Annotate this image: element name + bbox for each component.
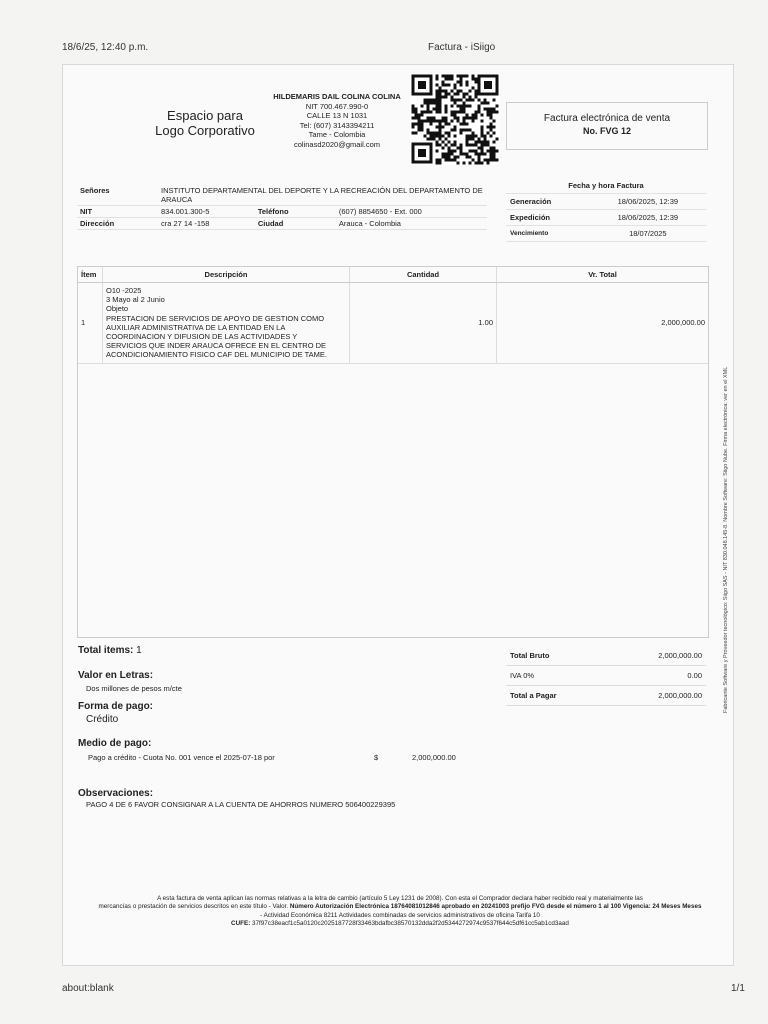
row-description xyxy=(103,283,350,364)
payment-method-value: Pago a crédito - Cuota No. 001 vence el 2025-07-18 por xyxy=(88,753,275,762)
client-phone: (607) 8854650 - Ext. 000 xyxy=(336,206,487,218)
items-table-container xyxy=(77,266,709,638)
client-city: Arauca - Colombia xyxy=(336,218,487,230)
client-label-senores: Señores xyxy=(77,185,158,206)
col-header-description: Descripción xyxy=(103,267,350,283)
row-total: 2,000,000.00 xyxy=(497,283,709,364)
desc-line: COORDINACION Y DIFUSION DE LAS ACTIVIDADES Y xyxy=(106,332,298,342)
total-items xyxy=(78,645,142,656)
client-label-nit: NIT xyxy=(77,206,158,218)
desc-line: SERVICIOS QUE INDER ARAUCA OFRECE EN EL CENTRO DE xyxy=(106,341,327,351)
col-header-item: Ítem xyxy=(78,267,103,283)
footer-authorization: Número Autorización Electrónica 18764081012846 aprobado en 20241003 prefijo FVG desde el número 1 al 100 Vigencia: 24 Meses Meses xyxy=(289,903,702,911)
footer-line-2a: mercancías o prestación de servicios descritos en este título - Valor. xyxy=(98,903,290,911)
observations-value: PAGO 4 DE 6 FAVOR CONSIGNAR A LA CUENTA DE AHORROS NUMERO 506400229395 xyxy=(86,800,396,809)
client-address: cra 27 14 -158 xyxy=(158,218,255,230)
desc-line: PRESTACION DE SERVICIOS DE APOYO DE GESTION COMO xyxy=(106,313,325,323)
client-info-table xyxy=(77,185,487,230)
issuer-city: Tame - Colombia xyxy=(308,130,366,139)
issuer-name: HILDEMARIS DAIL COLINA COLINA xyxy=(273,92,401,101)
side-note-text: Fabricante Software y Proveedor tecnológico: Siigo SAS - NIT 830.048.145-8. Nombre Software: Siigo Nube. Firma electrónica: ver en el XML xyxy=(723,366,729,713)
client-label-address: Dirección xyxy=(77,218,158,230)
payment-form-value: Crédito xyxy=(86,714,119,725)
dates-table xyxy=(506,178,706,242)
date-label-generation: Generación xyxy=(506,194,590,210)
payment-method-label: Medio de pago: xyxy=(78,738,152,749)
observations-label: Observaciones: xyxy=(78,788,154,799)
total-items-value: 1 xyxy=(136,645,142,656)
desc-line: ACONDICIONAMIENTO FISICO CAF DEL MUNICIPIO DE TAME. xyxy=(106,350,327,360)
desc-line: AUXILIAR ADMINISTRATIVA DE LA ENTIDAD EN LA xyxy=(106,322,286,332)
invoice-title: Factura electrónica de venta xyxy=(543,113,671,124)
client-name: INSTITUTO DEPARTAMENTAL DEL DEPORTE Y LA RECREACIÓN DEL DEPARTAMENTO DE ARAUCA xyxy=(158,185,487,206)
table-row xyxy=(78,283,708,364)
desc-line: Objeto xyxy=(106,304,129,314)
side-note xyxy=(716,300,736,720)
qr-code xyxy=(410,73,500,165)
issuer-nit: NIT 700.467.990-0 xyxy=(305,101,369,111)
date-expedition: 18/06/2025, 12:39 xyxy=(590,210,706,226)
date-due: 18/07/2025 xyxy=(590,226,706,242)
desc-line: O10 -2025 xyxy=(106,286,142,295)
client-label-phone: Teléfono xyxy=(255,206,336,218)
dates-header: Fecha y hora Factura xyxy=(506,178,706,194)
col-header-total: Vr. Total xyxy=(497,267,709,283)
payment-form-label: Forma de pago: xyxy=(78,701,154,712)
client-nit: 834.001.300-5 xyxy=(158,206,255,218)
letters-value: Dos millones de pesos m/cte xyxy=(86,684,182,693)
logo-line-2: Logo Corporativo xyxy=(155,123,255,138)
client-label-city: Ciudad xyxy=(255,218,336,230)
logo-placeholder xyxy=(140,108,270,138)
invoice-title-box xyxy=(506,102,708,150)
print-datetime: 18/6/25, 12:40 p.m. xyxy=(62,42,149,53)
invoice-number: No. FVG 12 xyxy=(582,126,631,136)
total-bruto-value: 2,000,000.00 xyxy=(609,646,706,666)
issuer-address: CALLE 13 N 1031 xyxy=(306,111,368,120)
letters-label: Valor en Letras: xyxy=(78,670,154,681)
footer-line-3: - Actividad Económica 8211 Actividades combinadas de servicios administrativos de oficina Tarifa 10 xyxy=(260,911,540,919)
col-header-quantity: Cantidad xyxy=(350,267,497,283)
totals-table xyxy=(506,646,706,706)
logo-line-1: Espacio para xyxy=(167,108,243,123)
iva-value: 0.00 xyxy=(609,666,706,686)
total-pagar-label: Total a Pagar xyxy=(506,686,609,706)
issuer-block xyxy=(262,92,412,149)
legal-footer xyxy=(90,895,710,928)
total-bruto-label: Total Bruto xyxy=(506,646,609,666)
iva-label: IVA 0% xyxy=(506,666,609,686)
footer-line-1: A esta factura de venta aplican las normas relativas a la letra de cambio (artículo 5 Ley 1231 de 2008). Con esta el Comprador declara haber recibido real y materialmente las xyxy=(157,895,643,902)
issuer-phone: Tel: (607) 3143394211 xyxy=(299,120,375,130)
date-label-expedition: Expedición xyxy=(506,210,590,226)
date-generation: 18/06/2025, 12:39 xyxy=(590,194,706,210)
print-page-count: 1/1 xyxy=(731,983,745,994)
print-title: Factura - iSiigo xyxy=(428,42,496,53)
desc-line: 3 Mayo al 2 Junio xyxy=(106,295,165,305)
payment-amount: 2,000,000.00 xyxy=(412,753,456,762)
cufe-label: CUFE: xyxy=(231,919,253,927)
row-quantity: 1.00 xyxy=(350,283,497,364)
cufe-value: 37f97c38eacf1c5a0120c2025187728f33463bdafbc38570132dda2f2d5344272974c9537f644c5df61cc5ab1cd3aad xyxy=(252,919,569,927)
issuer-email: colinasd2020@gmail.com xyxy=(294,139,380,149)
print-url: about:blank xyxy=(62,983,114,994)
payment-currency: $ xyxy=(374,753,379,762)
row-item-number: 1 xyxy=(78,283,103,364)
total-items-label: Total items: xyxy=(78,645,134,656)
date-label-due: Vencimiento xyxy=(506,226,590,242)
total-pagar-value: 2,000,000.00 xyxy=(609,686,706,706)
